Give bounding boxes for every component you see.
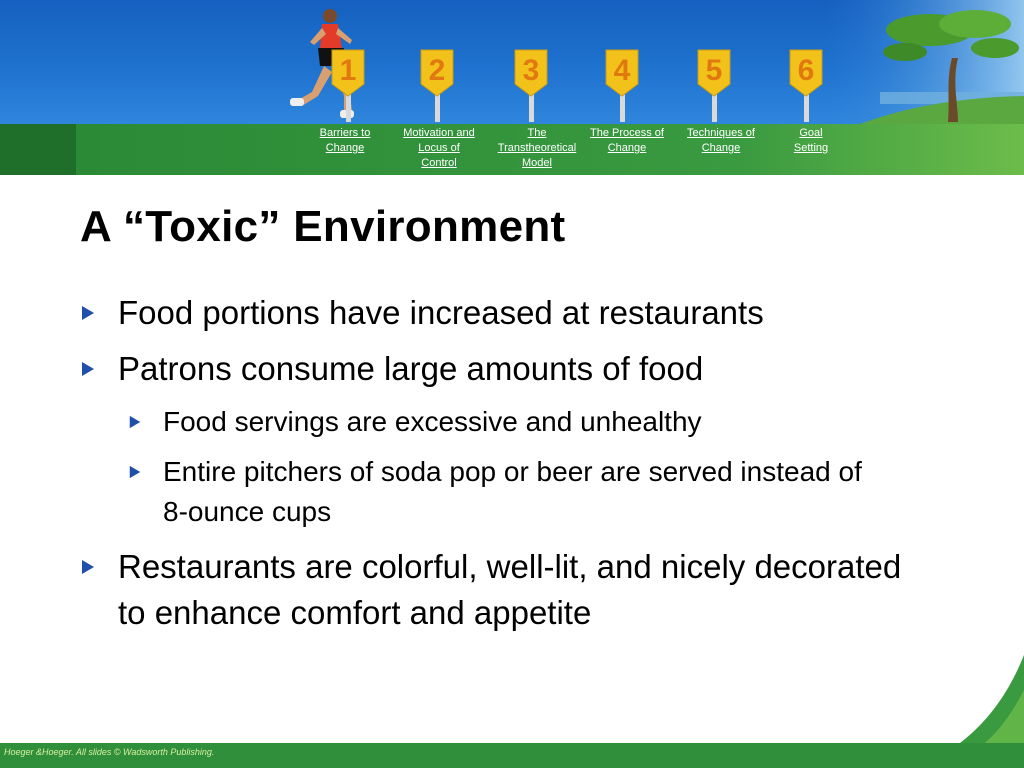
bullet-text: Restaurants are colorful, well-lit, and nicely decorated to enhance comfort and appetite [118,548,902,631]
nav-link-techniques-of-change[interactable]: Techniques of Change [687,127,755,154]
header-banner [0,0,1024,124]
sign-number-6: 6 [797,54,815,87]
bullet-item [80,544,920,636]
copyright-text: Hoeger &Hoeger. All slides © Wadsworth Publishing. [4,747,215,757]
nav-left-block [0,124,76,175]
header-scene-illustration [0,0,1024,124]
nav-link-goal-setting[interactable]: Goal Setting [793,127,829,154]
bullet-arrow-icon [80,559,96,575]
sign-number-2: 2 [428,54,446,87]
bullet-item [80,346,920,392]
nav-link-transtheoretical-model[interactable]: The Transtheoretical Model [497,127,577,169]
sub-bullet-item [128,402,888,442]
nav-link-process-of-change[interactable]: The Process of Change [590,127,664,154]
bullet-item [80,290,920,336]
bullet-arrow-icon [128,415,142,429]
bullet-text: Food portions have increased at restaurants [118,294,764,331]
bullet-arrow-icon [128,465,142,479]
sub-bullet-item [128,452,888,532]
sign-number-5: 5 [705,54,723,87]
bullet-text: Patrons consume large amounts of food [118,350,704,387]
nav-link-barriers-to-change[interactable]: Barriers to Change [319,127,371,154]
nav-link-motivation-locus-of-control[interactable]: Motivation and Locus of Control [403,127,475,169]
sign-number-1: 1 [339,54,357,87]
sub-bullet-text: Food servings are excessive and unhealthy [163,406,702,437]
bullet-arrow-icon [80,305,96,321]
slide-title: A “Toxic” Environment [80,202,566,251]
sub-bullet-text: Entire pitchers of soda pop or beer are served instead of 8-ounce cups [163,456,862,527]
sign-number-3: 3 [522,54,540,87]
bullet-arrow-icon [80,361,96,377]
sign-number-4: 4 [613,54,631,87]
